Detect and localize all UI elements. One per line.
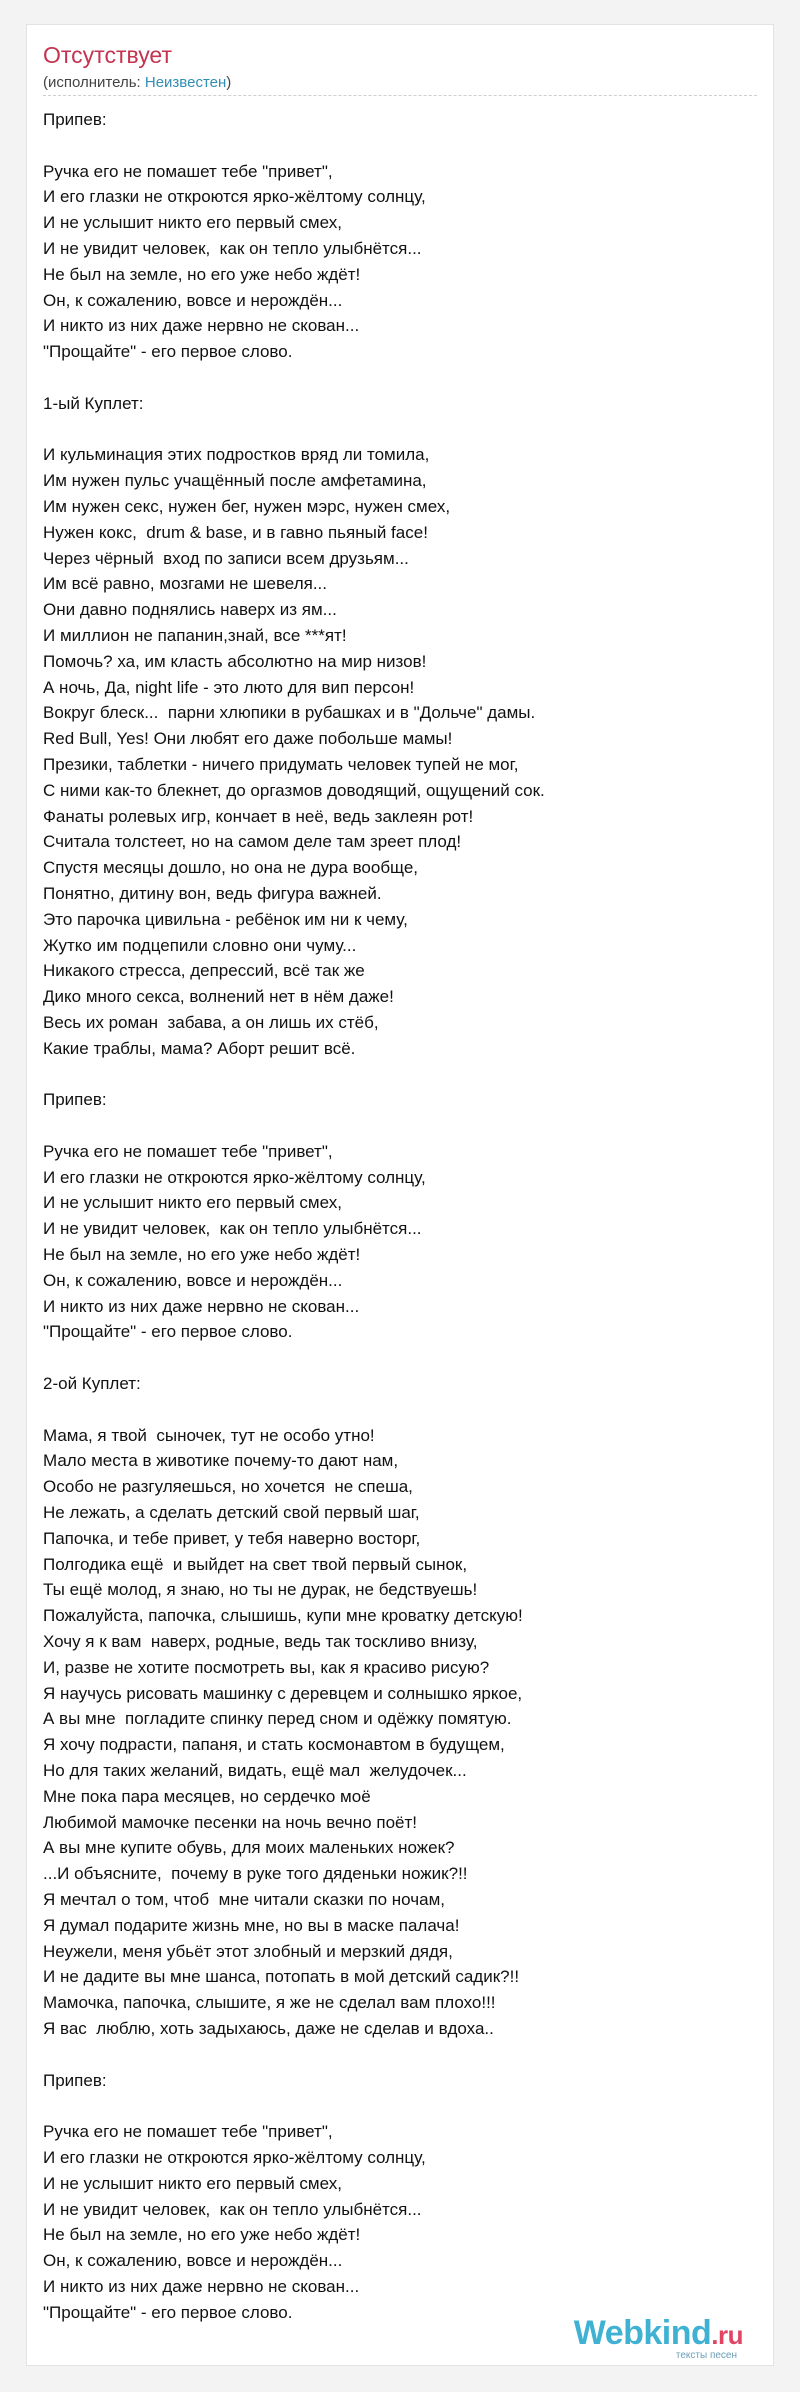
lyrics-text: Припев: Ручка его не помашет тебе "привет", И его глазки не откроются ярко-жёлтому солнцу, И не услышит никто его первый смех, И не увидит человек, как он тепло улыбнётся... Не был на земле, но его уже небо ждёт! Он, к сожалению, вовсе и нерождён... И никто из них даже нервно не скован... "Прощайте" - его первое слово. 1-ый Куплет: И кульминация этих подростков вряд ли томила, Им нужен пульс учащённый после амфетамина, Им нужен секс, нужен бег, нужен мэрс, нужен смех, Нужен кокс, drum & base, и в гавно пьяный face! Через чёрный вход по записи всем друзьям... Им всё равно, мозгами не шевеля... Они давно поднялись наверх из ям... И миллион не папанин,знай, все ***ят! Помочь? ха, им класть абсолютно на мир низов! А ночь, Да, night life - это люто для вип персон! Вокруг блеск... парни хлюпики в рубашках и в "Дольче" дамы. Red Bull, Yes! Они любят его даже побольше мамы! Презики, таблетки - ничего придумать человек тупей не мог, С ними как-то блекнет, до оргазмов доводящий, ощущений сок. Фанаты ролевых игр, кончает в неё, ведь заклеян рот! Считала толстеет, но на самом деле там зреет плод! Спустя месяцы дошло, но она не дура вообще, Понятно, дитину вон, ведь фигура важней. Это парочка цивильна - ребёнок им ни к чему, Жутко им подцепили словно они чуму... Никакого стресса, депрессий, всё так же Дико много секса, волнений нет в нём даже! Весь их роман забава, а он лишь их стёб, Какие траблы, мама? Аборт решит всё. Припев: Ручка его не помашет тебе "привет", И его глазки не откроются ярко-жёлтому солнцу, И не услышит никто его первый смех, И не увидит человек, как он тепло улыбнётся... Не был на земле, но его уже небо ждёт! Он, к сожалению, вовсе и нерождён... И никто из них даже нервно не скован... "Прощайте" - его первое слово. 2-ой Куплет: Мама, я твой сыночек, тут не особо утно! Мало места в животике почему-то дают нам, Особо не разгуляешься, но хочется не спеша, Не лежать, а сделать детский свой первый шаг, Папочка, и тебе привет, у тебя наверно восторг, Полгодика ещё и выйдет на свет твой первый сынок, Ты ещё молод, я знаю, но ты не дурак, не бедствуешь! Пожалуйста, папочка, слышишь, купи мне кроватку детскую! Хочу я к вам наверх, родные, ведь так тоскливо внизу, И, разве не хотите посмотреть вы, как я красиво рисую? Я научусь рисовать машинку с деревцем и солнышко яркое, А вы мне погладите спинку перед сном и одёжку помятую. Я хочу подрасти, папаня, и стать космонавтом в будущем, Но для таких желаний, видать, ещё мал желудочек... Мне пока пара месяцев, но сердечко моё Любимой мамочке песенки на ночь вечно поёт! А вы мне купите обувь, для моих маленьких ножек? ...И объясните, почему в руке того дяденьки ножик?!! Я мечтал о том, чтоб мне читали сказки по ночам, Я думал подарите жизнь мне, но вы в маске палача! Неужели, меня убьёт этот злобный и мерзкий дядя, И не дадите вы мне шанса, потопать в мой детский садик?!! Мамочка, папочка, слышите, я же не сделал вам плохо!!! Я вас люблю, хоть задыхаюсь, даже не сделав и вдоха.. Припев: Ручка его не помашет тебе "привет", И его глазки не откроются ярко-жёлтому солнцу, И не услышит никто его первый смех, И не увидит человек, как он тепло улыбнётся... Не был на земле, но его уже небо ждёт! Он, к сожалению, вовсе и нерождён... И никто из них даже нервно не скован... "Прощайте" - его первое слово.: [43, 110, 545, 2322]
performer-link[interactable]: Неизвестен: [144, 74, 227, 91]
song-title: Отсутствует: [43, 42, 172, 68]
performer-suffix: ): [226, 74, 232, 91]
lyrics-card: [26, 24, 774, 2366]
performer-label: (исполнитель:: [43, 74, 145, 91]
song-header: [43, 41, 757, 93]
performer-line: [43, 73, 757, 93]
logo-tagline: тексты песен: [675, 2350, 737, 2361]
site-logo[interactable]: [574, 2314, 743, 2361]
logo-wordmark: [574, 2314, 743, 2354]
logo-tld: .ru: [711, 2320, 743, 2350]
logo-name: Webkind: [573, 2314, 712, 2352]
header-divider: [43, 95, 757, 96]
